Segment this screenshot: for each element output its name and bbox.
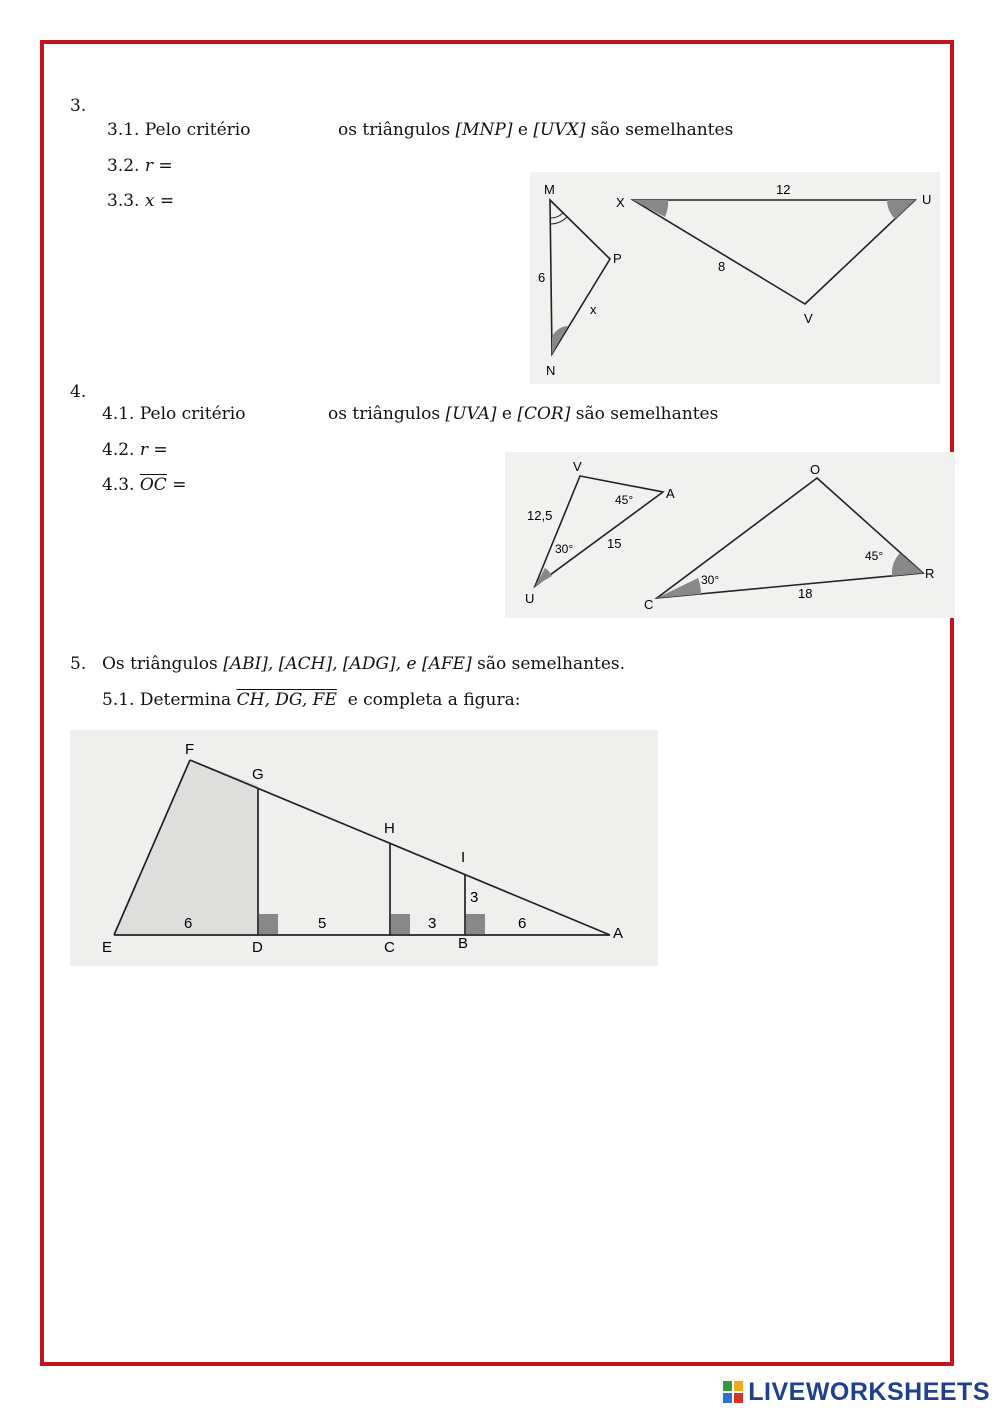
- label-m: M: [544, 182, 555, 197]
- length-xu: 12: [776, 182, 791, 197]
- angle-r: 45°: [865, 549, 884, 563]
- angle-c: 30°: [701, 573, 720, 587]
- label-a: A: [613, 925, 624, 942]
- q5-item1: 5.1. Determina CH, DG, FE e completa a figura:: [102, 690, 521, 710]
- length-ba: 6: [518, 915, 527, 932]
- q4-figure: [505, 452, 955, 618]
- length-cr: 18: [798, 586, 813, 601]
- right-angle-b: [466, 914, 485, 934]
- length-ua: 15: [607, 536, 622, 551]
- q3-x-input[interactable]: [180, 189, 304, 213]
- length-xv: 8: [718, 259, 726, 274]
- label-p: P: [613, 251, 622, 266]
- q3-item1: 3.1. Pelo critério: [107, 120, 251, 140]
- label-c: C: [384, 939, 395, 956]
- length-dc: 5: [318, 915, 327, 932]
- label-u: U: [922, 192, 932, 207]
- label-o: O: [810, 462, 821, 477]
- length-mn: 6: [538, 270, 546, 285]
- q4-item1-text: os triângulos [UVA] e [COR] são semelhantes: [328, 404, 719, 424]
- angle-u: 30°: [555, 542, 574, 556]
- label-x: X: [616, 195, 625, 210]
- label-v: V: [804, 311, 813, 326]
- right-angle-d: [259, 914, 278, 934]
- q5-figure: [70, 730, 658, 966]
- right-angle-c: [391, 914, 410, 934]
- q5-statement: Os triângulos [ABI], [ACH], [ADG], e [AFE] são semelhantes.: [102, 654, 626, 674]
- q3-criterion-input[interactable]: [248, 118, 332, 142]
- angle-a: 45°: [615, 493, 634, 507]
- brand-text: LIVEWORKSHEETS: [748, 1377, 990, 1406]
- length-cb: 3: [428, 915, 437, 932]
- label-i: I: [461, 849, 466, 866]
- label-h: H: [384, 820, 395, 837]
- length-np: x: [590, 302, 597, 317]
- q4-number: 4.: [70, 382, 87, 402]
- label-v: V: [573, 459, 582, 474]
- label-g: G: [252, 766, 264, 783]
- q3-ratio-input[interactable]: [178, 154, 302, 178]
- q4-item1: 4.1. Pelo critério: [102, 404, 246, 424]
- length-uv: 12,5: [527, 508, 553, 523]
- q4-item2: 4.2. r =: [102, 440, 168, 460]
- q4-item3: 4.3. $\overline{OC}$ =: [102, 475, 187, 495]
- length-ed: 6: [184, 915, 193, 932]
- brand-logo: [722, 1377, 990, 1407]
- q3-item2: 3.2. r =: [107, 156, 173, 176]
- length-bi: 3: [470, 889, 479, 906]
- label-b: B: [458, 935, 469, 952]
- liveworksheets-logo-icon: [722, 1380, 744, 1404]
- q3-item3: 3.3. x =: [107, 191, 175, 211]
- label-c: C: [644, 597, 654, 612]
- label-a: A: [666, 486, 675, 501]
- label-f: F: [185, 741, 195, 758]
- label-e: E: [102, 939, 113, 956]
- label-d: D: [252, 939, 263, 956]
- q4-oc-input[interactable]: [188, 473, 312, 497]
- q3-item1-text: os triângulos [MNP] e [UVX] são semelhantes: [338, 120, 734, 140]
- q3-figure: [530, 172, 940, 384]
- label-u: U: [525, 591, 535, 606]
- q4-criterion-input[interactable]: [242, 402, 326, 426]
- label-n: N: [546, 363, 556, 378]
- label-r: R: [925, 566, 935, 581]
- q4-ratio-input[interactable]: [172, 438, 296, 462]
- q5-number: 5.: [70, 654, 87, 674]
- q3-number: 3.: [70, 96, 87, 116]
